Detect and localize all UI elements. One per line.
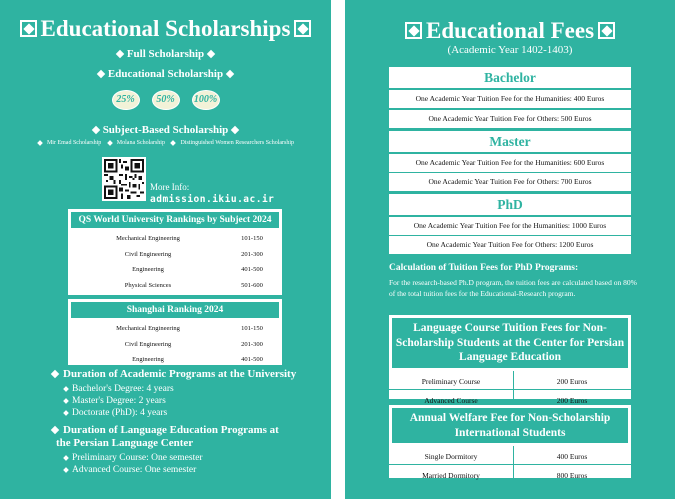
- table-row: [389, 371, 631, 390]
- diamond-icon: [51, 426, 59, 434]
- ranking-row: [68, 231, 282, 247]
- duration-text: Master's Degree: 2 years: [72, 396, 166, 406]
- academic-year: (Academic Year 1402-1403): [447, 44, 573, 56]
- subject-based-scholarship: Subject-Based Scholarship: [102, 124, 229, 136]
- diamond-icon: [37, 140, 43, 146]
- fee-row: One Academic Year Tuition Fee for the Humanities: 400 Euros: [389, 90, 631, 108]
- bachelor-heading: Bachelor: [389, 67, 631, 88]
- diamond-icon: [116, 50, 124, 58]
- diamond-icon: [226, 70, 234, 78]
- more-info-label: More Info:: [150, 182, 190, 192]
- phd-calc-text: For the research-based Ph.D program, the tuition fees are calculated based on 80% of the total tuition fees for the Educational-Research program.: [389, 278, 637, 298]
- subject-name: Physical Sciences: [124, 281, 172, 289]
- table-row: [389, 465, 631, 484]
- duration-item: [64, 408, 167, 418]
- percent-badge: 50%: [152, 90, 180, 110]
- language-fee-box: [389, 315, 631, 405]
- diamond-icon: [63, 410, 69, 416]
- ranking-row: [68, 352, 282, 368]
- diamond-icon: [97, 70, 105, 78]
- subject-name: Engineering: [132, 266, 164, 273]
- subject-name: Engineering: [132, 356, 164, 363]
- percent-badge: 25%: [112, 90, 140, 110]
- diamond-icon: [51, 370, 59, 378]
- scholarships-title-row: [0, 14, 331, 42]
- qs-ranking-box: [68, 209, 282, 295]
- phd-heading: PhD: [389, 194, 631, 215]
- diamond-box-icon: [405, 22, 422, 39]
- dormitory-type: Single Dormitory: [424, 452, 478, 461]
- full-scholarship: Full Scholarship: [126, 48, 205, 60]
- language-duration-heading: [52, 424, 279, 436]
- diamond-icon: [63, 455, 69, 461]
- welfare-fee-box: [389, 405, 631, 478]
- dormitory-fee: 800 Euros: [556, 471, 588, 480]
- subject-name: Mechanical Engineering: [116, 325, 180, 332]
- rank-value: 101-150: [241, 325, 263, 332]
- percentage-badges: [0, 89, 331, 110]
- subject-scholarship-list: [0, 140, 331, 146]
- diamond-box-icon: [294, 20, 311, 37]
- diamond-icon: [207, 50, 215, 58]
- qr-code[interactable]: [102, 157, 146, 201]
- rank-value: 401-500: [241, 356, 263, 363]
- dormitory-type: Married Dormitory: [422, 471, 480, 480]
- duration-text: Doctorate (PhD): 4 years: [72, 408, 168, 418]
- duration-item: [64, 396, 166, 406]
- rank-value: 401-500: [241, 266, 263, 273]
- diamond-icon: [63, 467, 69, 473]
- course-fee: 200 Euros: [556, 395, 588, 405]
- qr-code-icon: [104, 159, 144, 199]
- diamond-icon: [63, 386, 69, 392]
- course-fee: 200 Euros: [556, 376, 588, 386]
- language-fee-title: Language Course Tuition Fees for Non-Scholarship Students at the Center for Persian Language Education: [392, 318, 628, 368]
- course-name: Preliminary Course: [421, 376, 481, 386]
- educational-scholarship-line: [0, 68, 331, 80]
- diamond-icon: [91, 126, 99, 134]
- course-name: Advanced Course: [424, 395, 478, 405]
- language-course-text: Preliminary Course: One semester: [72, 453, 203, 463]
- language-duration-title-2: the Persian Language Center: [56, 437, 194, 449]
- fee-row: One Academic Year Tuition Fee for the Humanities: 1000 Euros: [389, 217, 631, 235]
- subject-scholarship-item: Distinguished Women Researchers Scholarship: [180, 140, 295, 146]
- rank-value: 201-300: [241, 250, 263, 258]
- rank-value: 501-600: [241, 281, 263, 289]
- qs-ranking-title: QS World University Rankings by Subject 2024: [71, 212, 279, 228]
- fee-row: One Academic Year Tuition Fee for the Humanities: 600 Euros: [389, 154, 631, 172]
- rank-value: 201-300: [241, 340, 263, 348]
- diamond-icon: [107, 140, 113, 146]
- full-scholarship-line: [0, 48, 331, 60]
- welfare-fee-title: Annual Welfare Fee for Non-Scholarship International Students: [392, 408, 628, 443]
- ranking-row: [68, 278, 282, 294]
- rank-value: 101-150: [241, 235, 263, 242]
- educational-scholarship: Educational Scholarship: [107, 68, 224, 80]
- subject-name: Mechanical Engineering: [116, 235, 180, 242]
- fee-row: One Academic Year Tuition Fee for Others: 1200 Euros: [389, 236, 631, 254]
- website-link[interactable]: admission.ikiu.ac.ir: [150, 194, 275, 205]
- diamond-icon: [171, 140, 177, 146]
- shanghai-ranking-title: Shanghai Ranking 2024: [71, 302, 279, 318]
- ranking-row: [68, 262, 282, 278]
- duration-text: Bachelor's Degree: 4 years: [72, 384, 174, 394]
- ranking-row: [68, 337, 282, 353]
- table-row: [389, 446, 631, 465]
- duration-heading: [52, 368, 296, 380]
- duration-title: Duration of Academic Programs at the University: [63, 368, 297, 380]
- scholarships-title: Educational Scholarships: [40, 15, 291, 41]
- diamond-box-icon: [20, 20, 37, 37]
- fees-title-row: [345, 16, 675, 44]
- ranking-row: [68, 247, 282, 263]
- phd-calc-heading: Calculation of Tuition Fees for PhD Programs:: [389, 263, 579, 273]
- ranking-row: [68, 321, 282, 337]
- fee-row: One Academic Year Tuition Fee for Others: 700 Euros: [389, 173, 631, 191]
- fee-row: One Academic Year Tuition Fee for Others: 500 Euros: [389, 110, 631, 128]
- language-course-text: Advanced Course: One semester: [72, 465, 197, 475]
- shanghai-ranking-box: [68, 299, 282, 365]
- diamond-box-icon: [598, 22, 615, 39]
- panel-divider: [331, 0, 345, 499]
- language-course-item: [64, 453, 203, 463]
- language-duration-title-1: Duration of Language Education Programs at: [63, 424, 279, 436]
- percent-badge: 100%: [192, 90, 220, 110]
- subject-name: Civil Engineering: [124, 250, 172, 258]
- subject-scholarship-item: Molana Scholarship: [116, 140, 165, 146]
- duration-item: [64, 384, 174, 394]
- language-course-item: [64, 465, 196, 475]
- diamond-icon: [231, 126, 239, 134]
- subject-based-line: [0, 124, 331, 136]
- subject-name: Civil Engineering: [124, 340, 172, 348]
- dormitory-fee: 400 Euros: [556, 452, 588, 461]
- subject-scholarship-item: Mir Emad Scholarship: [46, 140, 102, 146]
- diamond-icon: [63, 398, 69, 404]
- fees-title: Educational Fees: [425, 17, 595, 43]
- master-heading: Master: [389, 131, 631, 152]
